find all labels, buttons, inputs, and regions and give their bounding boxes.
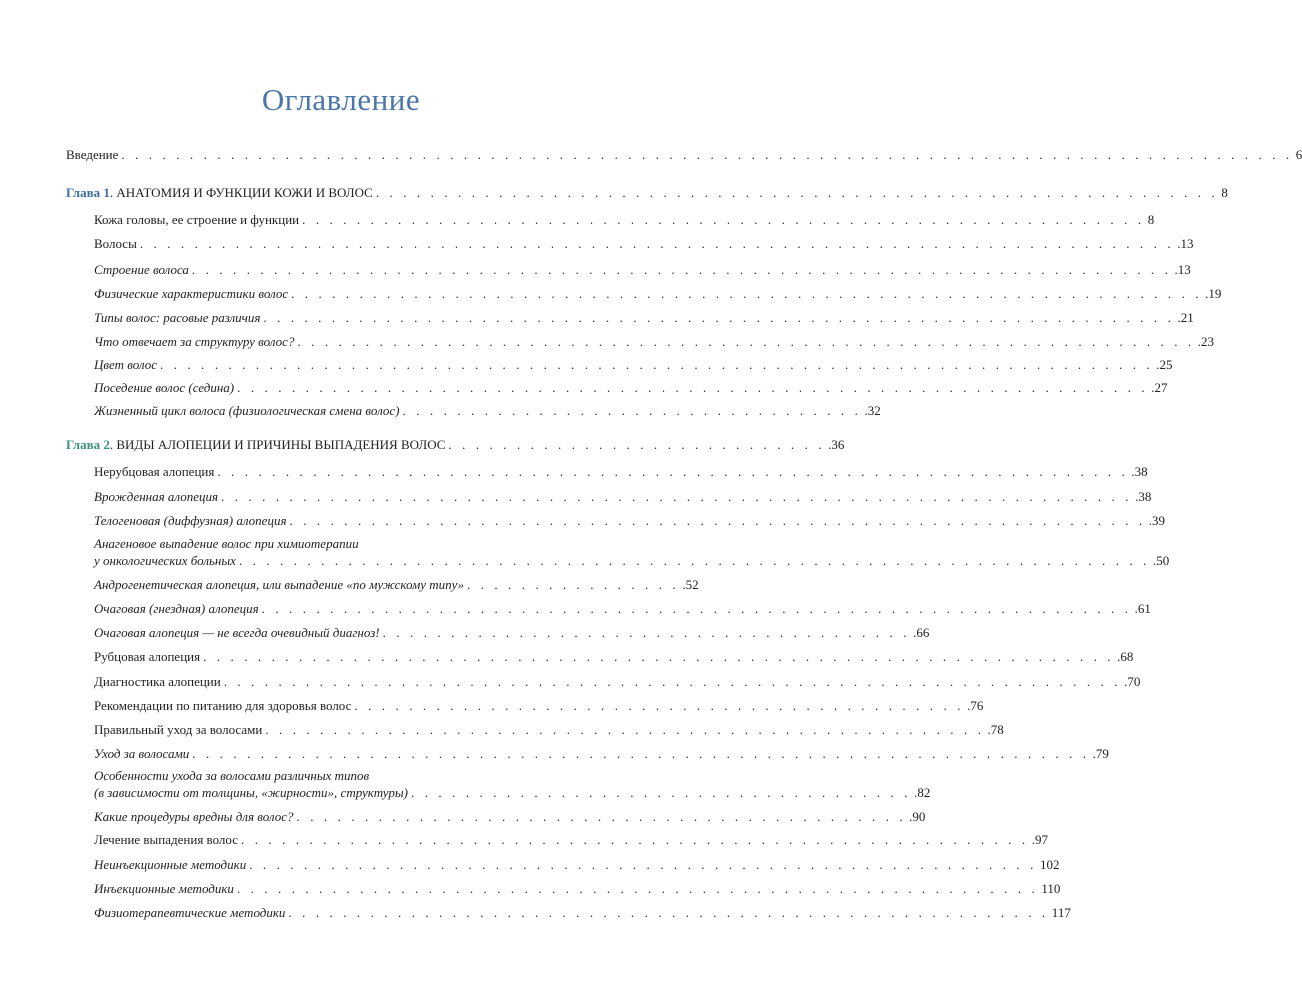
- toc-page-number: .50: [1153, 553, 1170, 568]
- toc-chapter-heading: [66, 437, 445, 453]
- dot-leader: . . . . . . . . . . . . . . . . . . . . . . . . . . . . . . . . . . . . . . . . . . . . . . . . . . . . . . . . . . . . . . . . . .: [192, 746, 1090, 761]
- toc-page-number: .70: [1124, 674, 1141, 689]
- chapter-number: Глава 2: [66, 437, 110, 452]
- toc-entry-label: Жизненный цикл волоса (физиологическая смена волос): [94, 403, 400, 418]
- toc-entry-label: Нерубцовая алопеция: [94, 464, 215, 479]
- toc-entry-label: Очаговая алопеция — не всегда очевидный диагноз!: [94, 625, 380, 640]
- toc-entry-label: Физиотерапевтические методики: [94, 905, 286, 920]
- chapter-number: Глава 1: [66, 185, 110, 200]
- dot-leader: . . . . . . . . . . . . . . . . . . . . . . . . . . . . . . . . . . . . . . . . . . . . . . . . . . . . . . . . . . . . . . . . . . .: [263, 310, 1175, 325]
- toc-entry-label: Очаговая (гнездная) алопеция: [94, 601, 259, 616]
- dot-leader: . . . . . . . . . . . . . . . . . . . . . . . . . . . . . . . . . . . . . . . . . . . . . . . . . . . . . . . . . . . . . . . . . . . . . . . . .: [160, 357, 1154, 372]
- toc-entry[interactable]: [94, 857, 1060, 873]
- toc-page-number: .32: [864, 403, 881, 418]
- toc-entry[interactable]: [94, 212, 1155, 228]
- dot-leader: . . . . . . . . . . . . . . . . . . . . . . . . . . . . . . . . . . . . . . .: [382, 625, 911, 640]
- toc-page-number: 117: [1051, 905, 1071, 920]
- toc-entry[interactable]: [94, 380, 1168, 396]
- toc-page-number: 110: [1041, 881, 1061, 896]
- toc-entry-label: Андрогенетическая алопеция, или выпадение «по мужскому типу»: [94, 577, 464, 592]
- toc-entry-label: Волосы: [94, 236, 137, 251]
- toc-entry[interactable]: [94, 310, 1194, 326]
- toc-entry-label: Цвет волос: [94, 357, 158, 372]
- toc-entry-intro[interactable]: [66, 147, 1302, 163]
- page-title: Оглавление: [261, 82, 421, 117]
- toc-entry-label: Введение: [66, 147, 119, 162]
- dot-leader: . . . . . . . . . . . . . . . . . . . . . . . . . . . . . . . . . . . . . . . . . . . . . . . . . . . . . . . . . . . . . . . . . . .: [203, 649, 1115, 664]
- dot-leader: . . . . . . . . . . . . . . . . . . . . . . . . . . . . . . . . . . . . . . . . . . . . . . . . . . . . . . . . . . . . . . . .: [261, 601, 1132, 616]
- toc-entry-label: (в зависимости от толщины, «жирности», структуры): [94, 785, 409, 800]
- toc-entry-label: Поседение волос (седина): [94, 380, 235, 395]
- toc-entry-line1: Анагеновое выпадение волос при химиотерапии: [94, 536, 359, 551]
- dot-leader: . . . . . . . . . . . . . . . . . . . . . . . . . . . . . . . . . . . . . . . . . . . . .: [296, 809, 907, 824]
- toc-page-number: .39: [1148, 513, 1165, 528]
- dot-leader: . . . . . . . . . . . . . . . . . . . . . . . . . . . . . . . . . . . . . . . . . . . . . . . . . . . . . . . . . . . . . .: [375, 185, 1219, 200]
- toc-entry[interactable]: [94, 905, 1071, 921]
- dot-leader: . . . . . . . . . . . . . . . . . . . . . . . . . . . . . . . . . . . . . . . . . . . . . . . . . . . . . . . .: [288, 905, 1049, 920]
- dot-leader: . . . . . . . . . . . . . . . . . . . . . . . . . . . . . . . . . .: [402, 403, 862, 418]
- dot-leader: . . . . . . . . . . . . . . . . . . . . . . . . . . . . . . . . . . . . . . . . . . . . . . . . . . . . . . . . . . . . . . . . . . . . . . . .: [191, 262, 1172, 277]
- toc-entry[interactable]: [94, 698, 984, 714]
- dot-leader: . . . . . . . . . . . . . . . . . . . . . . . . . . . .: [448, 437, 826, 452]
- toc-entry[interactable]: [94, 746, 1109, 762]
- toc-page-number: .61: [1134, 601, 1151, 616]
- dot-leader: . . . . . . . . . . . . . . . . . . . . . . . . . . . . . . . . . . . . . . . . . . . . . . . . . . . . . . . . . . . . . . . . . . .: [238, 553, 1151, 568]
- toc-entry-label: Телогеновая (диффузная) алопеция: [94, 513, 287, 528]
- toc-page-number: .66: [913, 625, 930, 640]
- dot-leader: . . . . . . . . . . . . . . . . . . . . . . . . . . . . . . . . . . . . . . . . . . . . . . . . . . . . . . . . . . . . . . . . . . .: [291, 286, 1203, 301]
- toc-page-number: .76: [967, 698, 984, 713]
- dot-leader: . . . . . . . . . . . . . . . . . . . . . . . . . . . . . . . . . . . . . . . . . . . . . . . . . . . . . . . . . . . . . . . . . . .: [221, 489, 1133, 504]
- toc-entry-label: Типы волос: расовые различия: [94, 310, 261, 325]
- toc-page-number: 102: [1039, 857, 1060, 872]
- toc-entry-label: Уход за волосами: [94, 746, 190, 761]
- toc-page-number: .68: [1117, 649, 1134, 664]
- toc-page-number: .38: [1135, 489, 1152, 504]
- toc-entry-label: Неинъекционные методики: [94, 857, 247, 872]
- toc-page-number: .23: [1197, 334, 1215, 349]
- chapter-title: . ВИДЫ АЛОПЕЦИИ И ПРИЧИНЫ ВЫПАДЕНИЯ ВОЛОС: [109, 437, 446, 452]
- chapter-title: . АНАТОМИЯ И ФУНКЦИИ КОЖИ И ВОЛОС: [109, 185, 373, 200]
- dot-leader: . . . . . . . . . . . . . . . .: [466, 577, 680, 592]
- toc-entry-label: Кожа головы, ее строение и функции: [94, 212, 300, 227]
- toc-entry[interactable]: [94, 601, 1151, 617]
- toc-page-number: .82: [914, 785, 931, 800]
- toc-page-number: .13: [1174, 262, 1191, 277]
- toc-entry[interactable]: [94, 722, 1004, 738]
- toc-chapter-heading: [66, 185, 373, 201]
- dot-leader: . . . . . . . . . . . . . . . . . . . . . . . . . . . . . . . . . . . . . . . . . . . . . . . . . . . . . . . . . . . . . . . . . .: [297, 334, 1195, 349]
- toc-page-number: .97: [1031, 832, 1049, 847]
- toc-page-number: .19: [1205, 286, 1222, 301]
- dot-leader: . . . . . . . . . . . . . . . . . . . . . . . . . . . . . . . . . . . . . . . . . . . . . . . . . . . . . . . . . . . . . .: [302, 212, 1145, 227]
- dot-leader: . . . . . . . . . . . . . . . . . . . . . . . . . . . . . . . . . . . . . . . . . . . . . . . . . . . . . . . . . . . . . . . . . . . . . . . . . . . .: [139, 236, 1175, 251]
- dot-leader: . . . . . . . . . . . . . . . . . . . . . . . . . . . . . . . . . . . . . . . . . . . . .: [354, 698, 965, 713]
- dot-leader: . . . . . . . . . . . . . . . . . . . . . . . . . . . . . . . . . . . . . . . . . . . . . . . . . . . . . . . . . . . . . . . . . .: [223, 674, 1122, 689]
- toc-entry-line1: Особенности ухода за волосами различных типов: [94, 768, 370, 783]
- dot-leader: . . . . . . . . . . . . . . . . . . . . . . . . . . . . . . . . . . . . . . . . . . . . . . . . . . . . . . . . . . . . . . . . . . .: [217, 464, 1129, 479]
- dot-leader: . . . . . . . . . . . . . . . . . . . . . . . . . . . . . . . . . . . . . . . . . . . . . . . . . . . . . . . . . . . . . . . . . . .: [237, 380, 1149, 395]
- toc-entry-label: Диагностика алопеции: [94, 674, 221, 689]
- toc-entry[interactable]: [94, 403, 881, 419]
- dot-leader: . . . . . . . . . . . . . . . . . . . . . . . . . . . . . . . . . . . . . . . . . . . . . . . . . . . . . . . . . .: [249, 857, 1037, 872]
- toc-entry[interactable]: [94, 262, 1191, 278]
- toc-entry-label: Что отвечает за структуру волос?: [94, 334, 295, 349]
- toc-entry-label: Лечение выпадения волос: [94, 832, 239, 847]
- toc-chapter-1[interactable]: [66, 185, 1228, 201]
- toc-page-number: .90: [909, 809, 926, 824]
- toc-entry-label: Инъекционные методики: [94, 881, 234, 896]
- toc-page-number: 8: [1221, 185, 1228, 200]
- toc-entry-label: у онкологических больных: [94, 553, 236, 568]
- toc-page-number: .52: [682, 577, 699, 592]
- toc-entry[interactable]: [94, 625, 930, 641]
- toc-page-number: .27: [1151, 380, 1168, 395]
- toc-page-number: .25: [1156, 357, 1173, 372]
- toc-entry-label: Физические характеристики волос: [94, 286, 289, 301]
- dot-leader: . . . . . . . . . . . . . . . . . . . . . . . . . . . . . . . . . . . . . . . . . . . . . . . . . . . . . . . . . . .: [236, 881, 1039, 896]
- toc-page-number: .79: [1092, 746, 1109, 761]
- toc-entry[interactable]: [94, 286, 1222, 302]
- toc-entry[interactable]: [94, 464, 1148, 480]
- toc-entry[interactable]: [94, 357, 1173, 373]
- toc-entry-label: Рекомендации по питанию для здоровья волос: [94, 698, 352, 713]
- toc-entry[interactable]: [94, 489, 1152, 505]
- toc-entry[interactable]: [94, 809, 926, 825]
- toc-entry[interactable]: [94, 832, 1049, 848]
- toc-entry-label: Строение волоса: [94, 262, 189, 277]
- toc-entry-label: Рубцовая алопеция: [94, 649, 201, 664]
- dot-leader: . . . . . . . . . . . . . . . . . . . . . . . . . . . . . . . . . . . . . . . . . . . . . . . . . . . . . . . . . . . . . . .: [289, 513, 1146, 528]
- toc-entry-label: Правильный уход за волосами: [94, 722, 263, 737]
- toc-chapter-2[interactable]: [66, 437, 845, 453]
- toc-entry[interactable]: [94, 553, 1170, 569]
- toc-entry[interactable]: [94, 649, 1134, 665]
- toc-page-number: 8: [1147, 212, 1155, 227]
- toc-entry-label: Какие процедуры вредны для волос?: [94, 809, 294, 824]
- toc-entry[interactable]: [94, 334, 1215, 350]
- dot-leader: . . . . . . . . . . . . . . . . . . . . . . . . . . . . . . . . . . . . .: [411, 785, 912, 800]
- toc-entry-label: Врожденная алопеция: [94, 489, 219, 504]
- toc-page-number: 6: [1295, 147, 1302, 162]
- toc-page-number: .78: [987, 722, 1004, 737]
- dot-leader: . . . . . . . . . . . . . . . . . . . . . . . . . . . . . . . . . . . . . . . . . . . . . . . . . . . . . . . . . .: [241, 832, 1029, 847]
- toc-page-number: .36: [828, 437, 845, 452]
- toc-entry[interactable]: [94, 577, 699, 593]
- toc-entry[interactable]: [94, 785, 931, 801]
- toc-page-number: .13: [1177, 236, 1194, 251]
- toc-page-number: .21: [1177, 310, 1194, 325]
- toc-entry[interactable]: [94, 513, 1165, 529]
- toc-entry[interactable]: [94, 881, 1061, 897]
- toc-page-number: .38: [1131, 464, 1148, 479]
- toc-entry[interactable]: [94, 236, 1194, 252]
- dot-leader: . . . . . . . . . . . . . . . . . . . . . . . . . . . . . . . . . . . . . . . . . . . . . . . . . . . . . . . . . . . . . . . . . . . . . . . . . . . . . . . . . . . . . .: [121, 147, 1293, 162]
- toc-entry[interactable]: [94, 674, 1141, 690]
- dot-leader: . . . . . . . . . . . . . . . . . . . . . . . . . . . . . . . . . . . . . . . . . . . . . . . . . . . . .: [265, 722, 985, 737]
